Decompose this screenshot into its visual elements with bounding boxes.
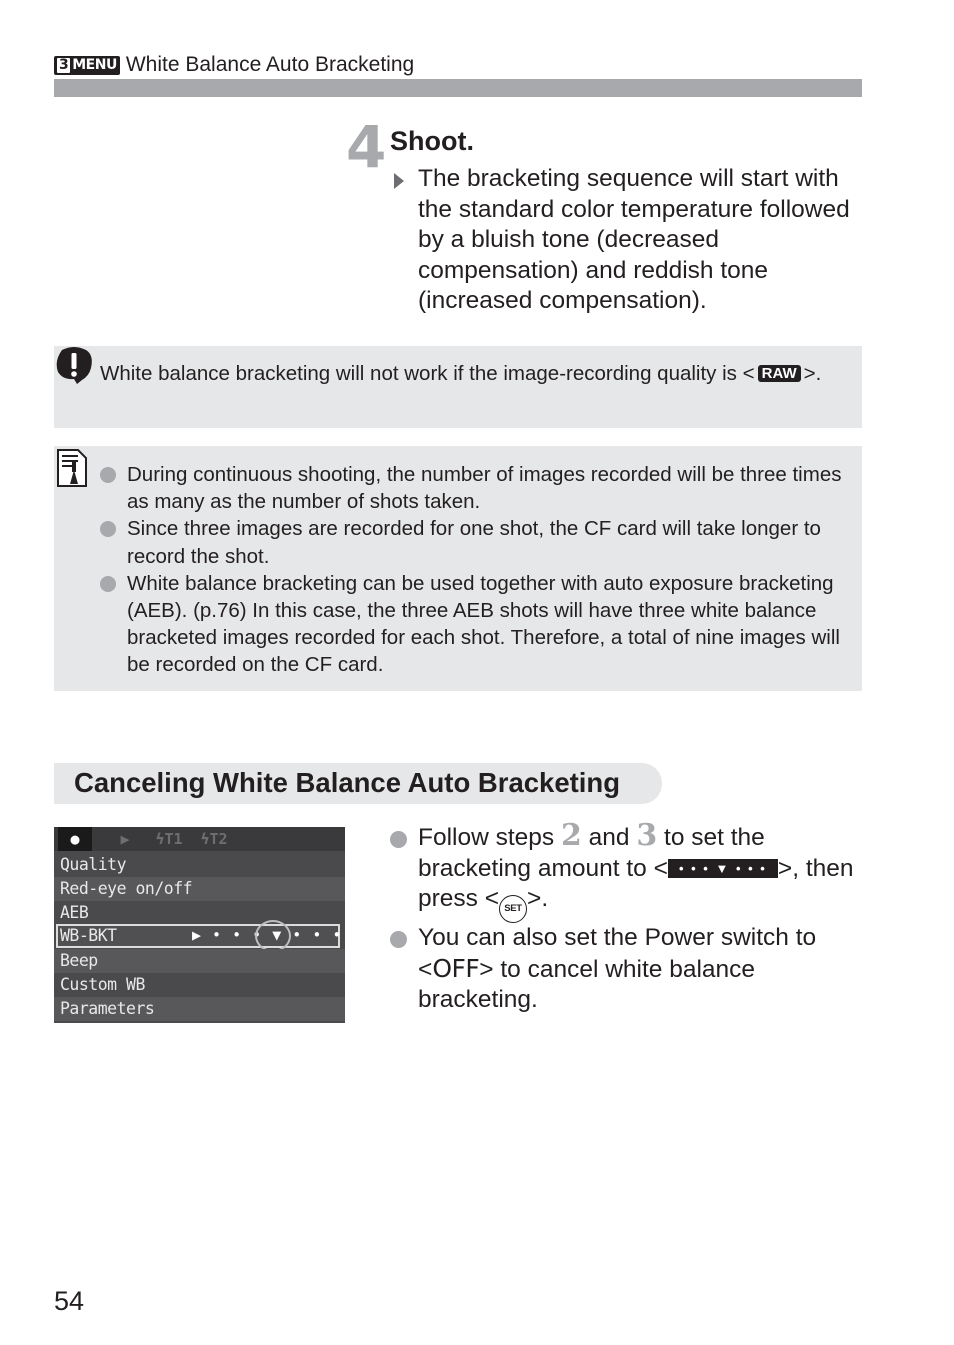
- cancel-text: and: [581, 824, 637, 851]
- power-off-icon: OFF: [432, 953, 480, 983]
- highlight-circle: [255, 920, 291, 952]
- menu-badge-number: 3: [59, 56, 69, 73]
- camera-menu-item: AEB: [60, 903, 89, 922]
- bullet-icon: [100, 467, 116, 483]
- camera-menu-tabs: [54, 827, 345, 851]
- cancel-text: >, then press <: [418, 854, 854, 912]
- cancel-item: [390, 818, 860, 923]
- set-button-icon: SET: [499, 895, 527, 923]
- cancel-text: to set the bracketing amount to <: [418, 824, 765, 882]
- section-heading: [54, 763, 662, 804]
- bullet-icon: [100, 576, 116, 592]
- triangle-bullet-icon: [394, 173, 404, 189]
- section-title: Canceling White Balance Auto Bracketing: [74, 767, 621, 798]
- raw-quality-icon: RAW: [758, 365, 801, 382]
- cancel-text: Follow steps: [418, 824, 561, 851]
- selected-item-label: WB-BKT: [60, 926, 117, 945]
- camera-menu-item: Parameters: [54, 997, 345, 1021]
- caution-text: [100, 360, 840, 387]
- bracketing-amount-icon: [668, 859, 778, 878]
- bracketing-amount-text: • • • ▼ • • •: [678, 860, 767, 876]
- bullet-icon: [100, 521, 116, 537]
- page-number: 54: [54, 1286, 85, 1316]
- note-item: [100, 461, 852, 515]
- note-list: [100, 461, 852, 679]
- bracketing-scale: ▶ • • • ▼ • • •: [192, 926, 343, 944]
- camera-menu-item: Quality: [60, 855, 127, 874]
- note-icon: [56, 448, 88, 488]
- playback-tab-icon: ▶: [120, 830, 130, 848]
- cancel-instructions: [390, 818, 860, 1016]
- step-body: [390, 164, 860, 317]
- caution-text-before: White balance bracketing will not work if the image-recording quality is <: [100, 362, 755, 385]
- note-item-text: During continuous shooting, the number of images recorded will be three times as many as the number of shots taken.: [127, 463, 842, 514]
- note-item-text: Since three images are recorded for one shot, the CF card will take longer to record the shot.: [127, 517, 821, 568]
- camera-menu-item: Custom WB: [60, 975, 145, 994]
- caution-box: [54, 346, 862, 428]
- cancel-text: You can also set the Power switch to <: [418, 924, 817, 983]
- cancel-text: >.: [527, 885, 549, 912]
- header-rule: [54, 79, 862, 97]
- camera-menu-screen: [54, 827, 345, 1023]
- camera-menu-item: Red-eye on/off: [54, 877, 345, 901]
- cancel-text: > to cancel white balance bracketing.: [418, 955, 756, 1013]
- header-title: White Balance Auto Bracketing: [125, 53, 415, 76]
- page-header: [54, 52, 414, 78]
- step-ref-3: 3: [636, 818, 658, 853]
- step-body-text: The bracketing sequence will start with the standard color temperature followed by a bluish tone (decreased compensation) and reddish tone (increased compensation).: [418, 165, 850, 314]
- note-item: [100, 515, 852, 569]
- menu-badge-label: MENU: [72, 57, 117, 73]
- setup1-tab-icon: ϟT1: [155, 830, 183, 848]
- note-item: [100, 570, 852, 679]
- caution-text-after: >.: [803, 362, 822, 385]
- step-ref-2: 2: [560, 818, 582, 853]
- step-title: Shoot.: [390, 126, 474, 156]
- cancel-item: [390, 923, 860, 1016]
- note-box: [54, 446, 862, 691]
- bullet-icon: [390, 931, 407, 948]
- camera-menu-item-selected: [56, 924, 343, 948]
- camera-menu-item: Beep: [54, 949, 345, 973]
- menu-icon: [54, 56, 120, 75]
- step-number: 4: [346, 113, 385, 181]
- shooting-tab-icon: ●: [58, 827, 92, 851]
- bullet-icon: [390, 831, 407, 848]
- note-item-text: White balance bracketing can be used together with auto exposure bracketing (AEB). (p.76) In this case, the three AEB shots will have three white balance bracketed images recorded for each shot. Therefore, a total of nine images will be recorded on the CF card.: [127, 571, 840, 677]
- caution-icon: [55, 346, 93, 384]
- setup2-tab-icon: ϟT2: [200, 830, 228, 848]
